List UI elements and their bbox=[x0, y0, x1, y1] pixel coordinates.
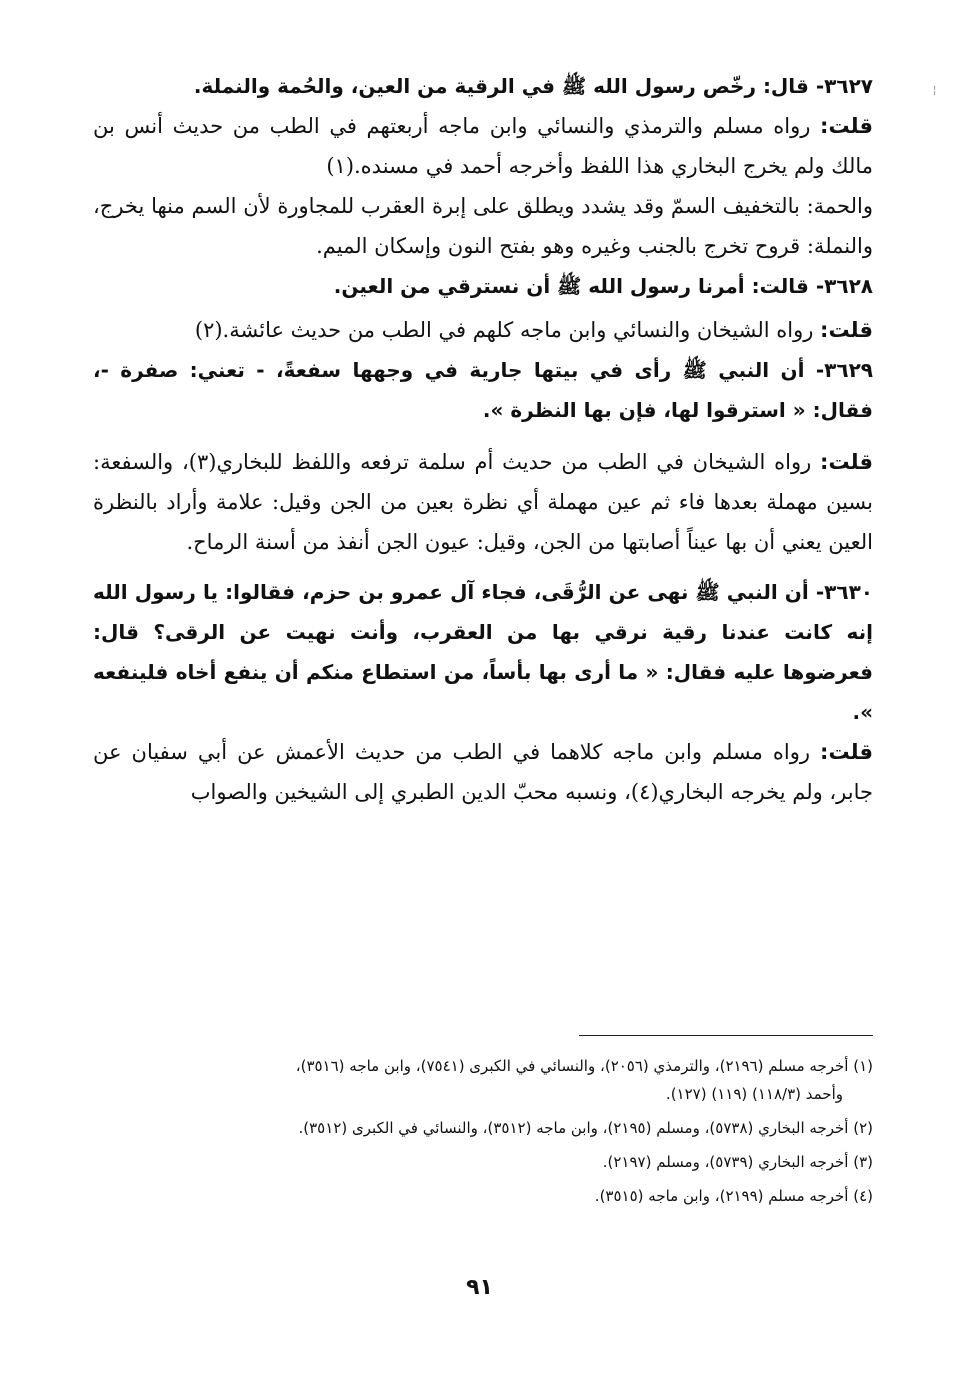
note-text: رواه الشيخان في الطب من حديث أم سلمة ترفعه واللفظ للبخاري(٣)، والسفعة: بسين مهملة بعدها فاء ثم عين مهملة أي نظرة بعين من الجن وقيل: علامة وأراد بالنظرة العين يعني أن بها عيناً أصابتها من الجن، وقيل: عيون الجن أنفذ من أسنة الرماح. bbox=[93, 450, 873, 554]
note-text: رواه مسلم وابن ماجه كلاهما في الطب من حديث الأعمش عن أبي سفيان عن جابر، ولم يخرجه البخاري(٤)، ونسبه محبّ الدين الطبري إلى الشيخين والصواب bbox=[93, 740, 873, 804]
footnotes bbox=[93, 1052, 873, 1216]
note-3627 bbox=[93, 106, 873, 186]
note-text: رواه الشيخان والنسائي وابن ماجه كلهم في الطب من حديث عائشة.(٢) bbox=[194, 318, 821, 342]
margin-mark: ¦ bbox=[933, 85, 937, 96]
footnote-4: (٤) أخرجه مسلم (٢١٩٩)، وابن ماجه (٣٥١٥). bbox=[594, 1187, 873, 1205]
hadith-3628: ٣٦٢٨- قالت: أمرنا رسول الله ﷺ أن نسترقي من العين. bbox=[333, 274, 873, 298]
note-label: قلت: bbox=[820, 114, 873, 138]
hadith-3629: ٣٦٢٩- أن النبي ﷺ رأى في بيتها جارية في وجهها سفعةً، - تعني: صفرة -، فقال: « استرقوا لها، فإن بها النظرة ». bbox=[93, 358, 873, 422]
note-label: قلت: bbox=[820, 450, 873, 474]
note-label: قلت: bbox=[820, 318, 873, 342]
footnote-1-line-2: وأحمد (١١٨/٣) (١١٩) (١٢٧). bbox=[665, 1085, 843, 1103]
footnote-2: (٢) أخرجه البخاري (٥٧٣٨)، ومسلم (٢١٩٥)، وابن ماجه (٣٥١٢)، والنسائي في الكبرى (٣٥١٢). bbox=[298, 1119, 873, 1137]
footnote-1 bbox=[93, 1052, 873, 1108]
note-label: قلت: bbox=[820, 740, 873, 764]
footnote-divider bbox=[579, 1035, 873, 1036]
hadith-3630: ٣٦٣٠- أن النبي ﷺ نهى عن الرُّقَى، فجاء آل عمرو بن حزم، فقالوا: يا رسول الله إنه كانت عندنا رقية نرقي بها من العقرب، وأنت نهيت عن الرقى؟ قال: فعرضوها عليه فقال: « ما أرى بها بأساً، من استطاع منكم أن ينفع أخاه فلينفعه ». bbox=[93, 580, 873, 724]
hadith-3627: ٣٦٢٧- قال: رخّص رسول الله ﷺ في الرقية من العين، والحُمة والنملة. bbox=[193, 74, 873, 98]
page-number: ٩١ bbox=[466, 1275, 493, 1300]
main-text bbox=[93, 66, 873, 812]
note-3628 bbox=[93, 310, 873, 350]
note-text: رواه مسلم والترمذي والنسائي وابن ماجه أربعتهم في الطب من حديث أنس بن مالك ولم يخرج البخاري هذا اللفظ وأخرجه أحمد في مسنده.(١) bbox=[93, 114, 873, 178]
footnote-1-line-1: (١) أخرجه مسلم (٢١٩٦)، والترمذي (٢٠٥٦)، والنسائي في الكبرى (٧٥٤١)، وابن ماجه (٣٥١٦)، bbox=[295, 1057, 873, 1075]
note-3629 bbox=[93, 442, 873, 562]
note-3630 bbox=[93, 732, 873, 812]
footnote-3: (٣) أخرجه البخاري (٥٧٣٩)، ومسلم (٢١٩٧). bbox=[602, 1153, 873, 1171]
explanation-hima: والحمة: بالتخفيف السمّ وقد يشدد ويطلق على إبرة العقرب للمجاورة لأن السم منها يخرج، والنملة: قروح تخرج بالجنب وغيره وهو بفتح النون وإسكان الميم. bbox=[93, 194, 873, 258]
